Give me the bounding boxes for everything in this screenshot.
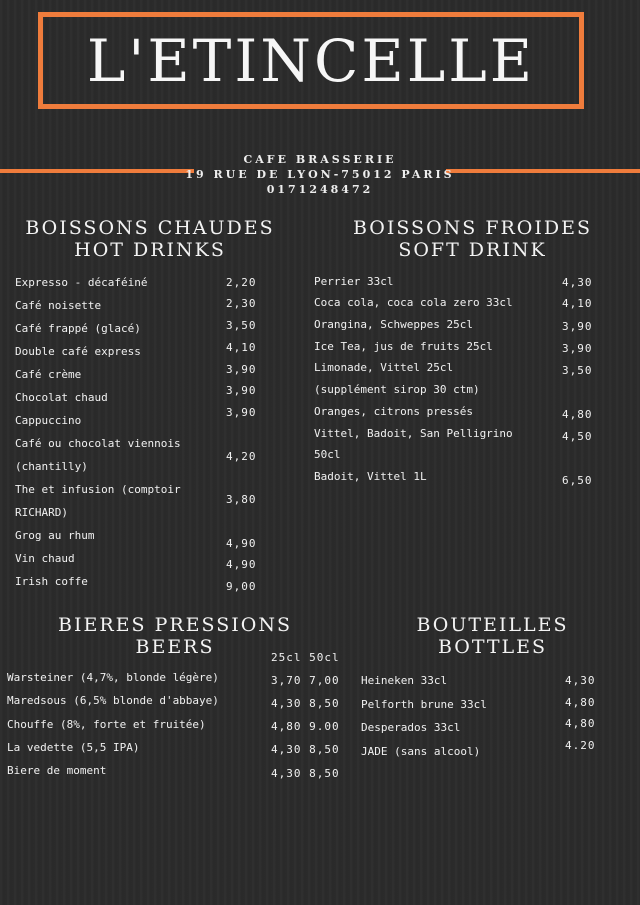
hot-drinks-heading <box>20 217 280 261</box>
list-item: Perrier 33cl <box>314 275 394 288</box>
item-price: 4,30 <box>565 674 596 687</box>
list-item: Café ou chocolat viennois <box>15 437 181 450</box>
soft-drinks-title-en: SOFT DRINK <box>398 239 547 261</box>
item-price: 3,50 <box>562 364 593 377</box>
item-price: 9,00 <box>226 580 257 593</box>
list-item: Cappuccino <box>15 414 82 427</box>
item-price: 4,80 <box>565 717 596 730</box>
item-price: 2,30 <box>226 297 257 310</box>
list-item: Double café express <box>15 345 141 358</box>
item-price: 3,90 <box>562 342 593 355</box>
item-price: 4,10 <box>562 297 593 310</box>
list-item: Oranges, citrons pressés <box>314 405 473 418</box>
list-item: Grog au rhum <box>15 529 95 542</box>
list-item: Desperados 33cl <box>361 721 461 734</box>
item-price: 4,80 9.00 <box>271 720 340 733</box>
item-price: 4,20 <box>226 450 257 463</box>
list-item: Chocolat chaud <box>15 391 108 404</box>
list-item: JADE (sans alcool) <box>361 745 481 758</box>
list-item-continued: RICHARD) <box>15 506 68 519</box>
bottles-title-en: BOTTLES <box>437 636 548 658</box>
phone-number: 0171248472 <box>266 183 374 196</box>
item-price: 4,30 8,50 <box>271 697 340 710</box>
list-item: La vedette (5,5 IPA) <box>7 741 140 754</box>
item-price: 3,90 <box>226 406 257 419</box>
list-item: Warsteiner (4,7%, blonde légère) <box>7 671 219 684</box>
item-price: 4,90 <box>226 558 257 571</box>
list-item: Vittel, Badoit, San Pelligrino <box>314 427 513 440</box>
hot-drinks-title-fr: BOISSONS CHAUDES <box>25 217 275 239</box>
item-price: 6,50 <box>562 474 593 487</box>
item-price: 4,10 <box>226 341 257 354</box>
list-item-continued: (supplément sirop 30 ctm) <box>314 383 480 396</box>
beers-heading <box>55 614 295 658</box>
list-item: Chouffe (8%, forte et fruitée) <box>7 718 206 731</box>
address: 19 RUE DE LYON-75012 PARIS <box>185 168 455 181</box>
item-price: 3,90 <box>226 363 257 376</box>
item-price: 3,90 <box>226 384 257 397</box>
list-item: Orangina, Schweppes 25cl <box>314 318 473 331</box>
list-item: Biere de moment <box>7 764 107 777</box>
subtitle: CAFE BRASSERIE <box>243 153 397 166</box>
list-item: Café frappé (glacé) <box>15 322 141 335</box>
restaurant-name: L'ETINCELLE <box>86 26 536 95</box>
list-item: Vin chaud <box>15 552 75 565</box>
item-price: 3,70 7,00 <box>271 674 340 687</box>
list-item: Expresso - décaféiné <box>15 276 148 289</box>
list-item: Café noisette <box>15 299 102 312</box>
item-price: 4,90 <box>226 537 257 550</box>
list-item: Limonade, Vittel 25cl <box>314 361 454 374</box>
beers-title-fr: BIERES PRESSIONS <box>58 614 292 636</box>
item-price: 4,50 <box>562 430 593 443</box>
list-item: Ice Tea, jus de fruits 25cl <box>314 340 493 353</box>
title-frame <box>38 12 584 109</box>
list-item: Badoit, Vittel 1L <box>314 470 427 483</box>
list-item: Irish coffe <box>15 575 88 588</box>
beer-size-headers: 25cl 50cl <box>271 651 340 664</box>
item-price: 4.20 <box>565 739 596 752</box>
list-item: Maredsous (6,5% blonde d'abbaye) <box>7 694 219 707</box>
item-price: 3,90 <box>562 320 593 333</box>
list-item-continued: (chantilly) <box>15 460 88 473</box>
list-item-continued: 50cl <box>314 448 341 461</box>
item-price: 4,30 <box>562 276 593 289</box>
item-price: 4,30 8,50 <box>271 743 340 756</box>
item-price: 4,80 <box>565 696 596 709</box>
soft-drinks-title-fr: BOISSONS FROIDES <box>352 217 593 239</box>
list-item: Heineken 33cl <box>361 674 448 687</box>
soft-drinks-heading <box>345 217 600 261</box>
list-item: Pelforth brune 33cl <box>361 698 487 711</box>
list-item: Coca cola, coca cola zero 33cl <box>314 296 513 309</box>
beers-title-en: BEERS <box>135 636 215 658</box>
list-item: Café crème <box>15 368 82 381</box>
list-item: The et infusion (comptoir <box>15 483 181 496</box>
item-price: 4,80 <box>562 408 593 421</box>
item-price: 3,80 <box>226 493 257 506</box>
bottles-title-fr: BOUTEILLES <box>416 614 569 636</box>
item-price: 3,50 <box>226 319 257 332</box>
item-price: 4,30 8,50 <box>271 767 340 780</box>
hot-drinks-title-en: HOT DRINKS <box>74 239 226 261</box>
bottles-heading <box>390 614 595 658</box>
item-price: 2,20 <box>226 276 257 289</box>
